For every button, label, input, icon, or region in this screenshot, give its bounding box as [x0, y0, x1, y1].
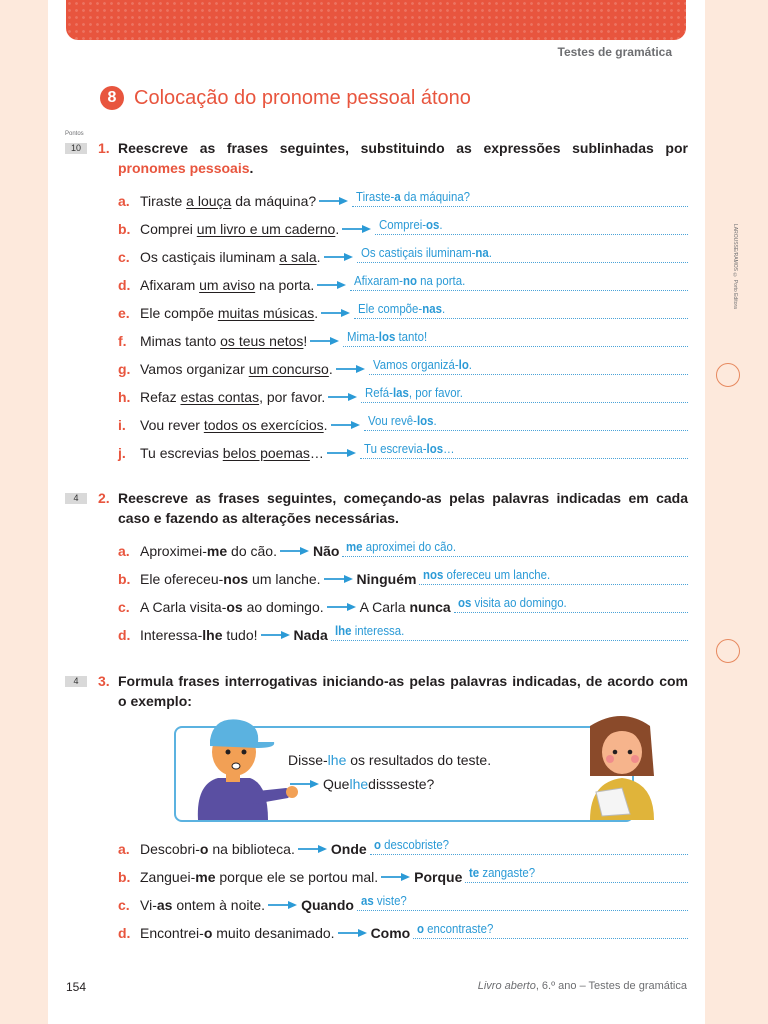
- page-number: 154: [66, 980, 87, 994]
- original-sentence: Tiraste a louça da máquina?: [140, 193, 317, 209]
- prompt-word: A Carla nunca: [359, 599, 451, 615]
- item-letter: e.: [118, 305, 130, 321]
- answer-line[interactable]: [369, 356, 688, 375]
- q1-number: 1.: [98, 140, 110, 156]
- prompt-word: Onde: [330, 841, 367, 857]
- q2-instruction: Reescreve as frases seguintes, começando-as pelas palavras indicadas em cada caso e fazendo as alterações necessárias.: [118, 490, 688, 526]
- arrow-icon: [338, 928, 368, 938]
- original-sentence: Ele ofereceu-nos um lanche.: [140, 571, 321, 587]
- worksheet-page: [48, 0, 738, 1024]
- exercise-item: [118, 215, 688, 237]
- prompt-word: Quando: [301, 897, 354, 913]
- original-sentence: Zanguei-me porque ele se portou mal.: [140, 869, 379, 885]
- item-letter: d.: [118, 627, 131, 643]
- q3-instruction: Formula frases interrogativas iniciando-as pelas palavras indicadas, de acordo com o exemplo:: [118, 673, 688, 709]
- item-letter: c.: [118, 599, 130, 615]
- answer-text: te zangaste?: [469, 865, 536, 880]
- binder-hole: [716, 363, 740, 387]
- girl-illustration: [582, 712, 662, 820]
- exercise-item: [118, 621, 688, 643]
- exercise-item: [118, 891, 688, 913]
- answer-line[interactable]: [342, 538, 688, 557]
- item-letter: a.: [118, 841, 130, 857]
- answer-line[interactable]: [357, 892, 688, 911]
- original-sentence: Vamos organizar um concurso.: [140, 361, 333, 377]
- prompt-word: Porque: [414, 869, 463, 885]
- arrow-icon: [298, 844, 328, 854]
- answer-line[interactable]: [343, 328, 688, 347]
- original-sentence: Vi-as ontem à noite.: [140, 897, 266, 913]
- answer-text: Mima-los tanto!: [347, 329, 428, 344]
- answer-text: as viste?: [360, 893, 407, 908]
- answer-line[interactable]: [360, 440, 688, 459]
- arrow-icon: [280, 546, 310, 556]
- exercise-item: [118, 835, 688, 857]
- item-letter: g.: [118, 361, 131, 377]
- q1-instruction: Reescreve as frases seguintes, substituindo as expressões sublinhadas por pronomes pessoais.: [118, 140, 688, 176]
- q3-points: 4: [65, 676, 87, 687]
- q2-points: 4: [65, 493, 87, 504]
- arrow-icon: [321, 308, 351, 318]
- original-sentence: Vou rever todos os exercícios.: [140, 417, 328, 433]
- exercise-item: [118, 919, 688, 941]
- arrow-icon: [319, 196, 349, 206]
- exercise-item: [118, 537, 688, 559]
- answer-line[interactable]: [354, 300, 688, 319]
- boy-illustration: [188, 712, 298, 820]
- item-letter: j.: [118, 445, 126, 461]
- item-letter: b.: [118, 571, 131, 587]
- item-letter: a.: [118, 193, 130, 209]
- arrow-icon: [331, 420, 361, 430]
- original-sentence: Os castiçais iluminam a sala.: [140, 249, 321, 265]
- answer-text: o descobriste?: [373, 837, 449, 852]
- item-letter: b.: [118, 221, 131, 237]
- header-label: Testes de gramática: [557, 45, 672, 59]
- item-letter: i.: [118, 417, 126, 433]
- footer-text: Livro aberto, 6.º ano – Testes de gramática: [477, 980, 687, 992]
- answer-line[interactable]: [413, 920, 688, 939]
- answer-text: Vamos organizá-lo.: [372, 357, 472, 372]
- answer-text: nos ofereceu um lanche.: [423, 567, 551, 582]
- answer-line[interactable]: [331, 622, 688, 641]
- arrow-icon: [261, 630, 291, 640]
- answer-text: Refá-las, por favor.: [365, 385, 464, 400]
- prompt-word: Ninguém: [356, 571, 417, 587]
- prompt-word: Como: [370, 925, 411, 941]
- q1-points: 10: [65, 143, 87, 154]
- exercise-item: [118, 243, 688, 265]
- answer-text: Os castiçais iluminam-na.: [360, 245, 492, 260]
- arrow-icon: [324, 252, 354, 262]
- answer-line[interactable]: [375, 216, 688, 235]
- arrow-icon: [328, 392, 358, 402]
- original-sentence: Descobri-o na biblioteca.: [140, 841, 295, 857]
- item-letter: c.: [118, 897, 130, 913]
- answer-text: Comprei-os.: [379, 217, 443, 232]
- arrow-icon: [324, 574, 354, 584]
- answer-line[interactable]: [454, 594, 688, 613]
- answer-text: Ele compõe-nas.: [358, 301, 446, 316]
- arrow-icon: [268, 900, 298, 910]
- original-sentence: Tu escrevias belos poemas…: [140, 445, 324, 461]
- arrow-icon: [342, 224, 372, 234]
- arrow-icon: [327, 602, 357, 612]
- section-number-badge: 8: [100, 86, 124, 110]
- answer-line[interactable]: [357, 244, 688, 263]
- answer-text: Vou revê-los.: [367, 413, 437, 428]
- arrow-icon: [381, 872, 411, 882]
- exercise-item: [118, 271, 688, 293]
- item-letter: f.: [118, 333, 127, 349]
- answer-line[interactable]: [370, 836, 688, 855]
- prompt-word: Não: [312, 543, 340, 559]
- original-sentence: Aproximei-me do cão.: [140, 543, 277, 559]
- exercise-item: [118, 383, 688, 405]
- answer-line[interactable]: [364, 412, 688, 431]
- answer-line[interactable]: [419, 566, 688, 585]
- points-label: Pontos: [65, 131, 84, 137]
- exercise-item: [118, 299, 688, 321]
- original-sentence: Ele compõe muitas músicas.: [140, 305, 319, 321]
- answer-line[interactable]: [350, 272, 688, 291]
- arrow-icon: [310, 336, 340, 346]
- original-sentence: Mimas tanto os teus netos!: [140, 333, 308, 349]
- exercise-item: [118, 593, 688, 615]
- example-question: Que lhe dissseste?: [290, 776, 434, 792]
- header-banner: [66, 0, 686, 40]
- section-title-text: Colocação do pronome pessoal átono: [134, 86, 471, 109]
- answer-line[interactable]: [361, 384, 688, 403]
- original-sentence: Afixaram um aviso na porta.: [140, 277, 315, 293]
- answer-text: os visita ao domingo.: [457, 595, 567, 610]
- original-sentence: Interessa-lhe tudo!: [140, 627, 258, 643]
- item-letter: h.: [118, 389, 131, 405]
- original-sentence: Comprei um livro e um caderno.: [140, 221, 340, 237]
- answer-text: o encontraste?: [417, 921, 494, 936]
- answer-text: me aproximei do cão.: [346, 539, 457, 554]
- answer-text: Tiraste-a da máquina?: [356, 189, 471, 204]
- arrow-icon: [327, 448, 357, 458]
- original-sentence: Encontrei-o muito desanimado.: [140, 925, 335, 941]
- item-letter: d.: [118, 277, 131, 293]
- item-letter: b.: [118, 869, 131, 885]
- binder-hole: [716, 639, 740, 663]
- exercise-item: [118, 355, 688, 377]
- answer-line[interactable]: [352, 188, 688, 207]
- original-sentence: A Carla visita-os ao domingo.: [140, 599, 324, 615]
- example-sentence: Disse-lhe os resultados do teste.: [288, 752, 492, 768]
- answer-text: Afixaram-no na porta.: [354, 273, 466, 288]
- exercise-item: [118, 863, 688, 885]
- item-letter: d.: [118, 925, 131, 941]
- q2-number: 2.: [98, 490, 110, 506]
- q3-number: 3.: [98, 673, 110, 689]
- answer-line[interactable]: [465, 864, 688, 883]
- original-sentence: Refaz estas contas, por favor.: [140, 389, 326, 405]
- arrow-icon: [336, 364, 366, 374]
- answer-text: Tu escrevia-los…: [363, 441, 455, 456]
- item-letter: c.: [118, 249, 130, 265]
- exercise-item: [118, 439, 688, 461]
- side-credit: LAROUSSE/RAMOS © Porto Editora: [732, 224, 738, 309]
- section-title: [100, 86, 471, 110]
- exercise-item: [118, 565, 688, 587]
- arrow-icon: [317, 280, 347, 290]
- exercise-item: [118, 327, 688, 349]
- answer-text: lhe interessa.: [334, 623, 405, 638]
- item-letter: a.: [118, 543, 130, 559]
- exercise-item: [118, 411, 688, 433]
- prompt-word: Nada: [293, 627, 328, 643]
- exercise-item: [118, 187, 688, 209]
